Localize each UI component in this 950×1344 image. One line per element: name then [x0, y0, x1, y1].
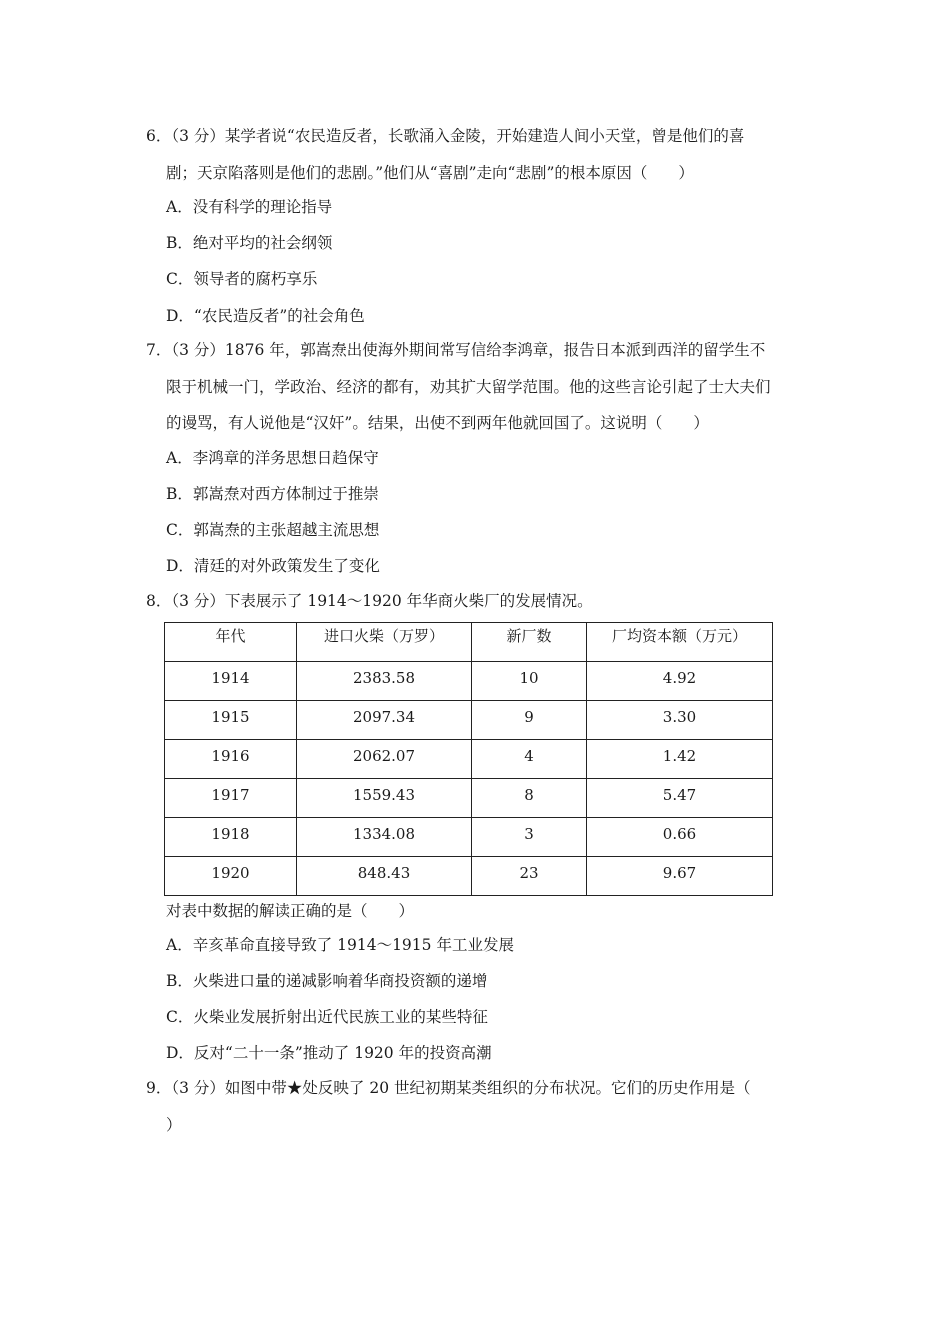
q6-stem-line2: 剧；天京陷落则是他们的悲剧。”他们从“喜剧”走向“悲剧”的根本原因（ ）	[166, 164, 694, 182]
q7-stem-line1: 7．（3 分）1876 年，郭嵩焘出使海外期间常写信给李鸿章，报告日本派到西洋的留学生不	[146, 341, 766, 359]
table-header-cell: 新厂数	[472, 623, 587, 662]
table-row	[165, 818, 773, 857]
table-cell: 5.47	[587, 779, 773, 818]
q6-option-c: C．领导者的腐朽享乐	[166, 270, 318, 288]
table-header-cell: 年代	[165, 623, 297, 662]
table-row	[165, 857, 773, 896]
table-cell: 1916	[165, 740, 297, 779]
q6-option-a: A．没有科学的理论指导	[166, 198, 333, 216]
table-cell: 1.42	[587, 740, 773, 779]
q7-option-a: A．李鸿章的洋务思想日趋保守	[166, 449, 379, 467]
q7-stem-line2: 限于机械一门，学政治、经济的都有，劝其扩大留学范围。他的这些言论引起了士大夫们	[166, 378, 771, 396]
q9-stem-line1: 9．（3 分）如图中带★处反映了 20 世纪初期某类组织的分布状况。它们的历史作用是（	[146, 1079, 751, 1097]
table-cell: 10	[472, 662, 587, 701]
q8-stem: 8．（3 分）下表展示了 1914～1920 年华商火柴厂的发展情况。	[146, 592, 593, 610]
q6-option-b: B．绝对平均的社会纲领	[166, 234, 333, 252]
q6-option-d: D．“农民造反者”的社会角色	[166, 307, 365, 325]
table-cell: 1914	[165, 662, 297, 701]
table-row	[165, 740, 773, 779]
q8-question: 对表中数据的解读正确的是（ ）	[166, 902, 415, 920]
table-cell: 2097.34	[297, 701, 472, 740]
q8-option-a: A．辛亥革命直接导致了 1914～1915 年工业发展	[166, 936, 514, 954]
table-cell: 23	[472, 857, 587, 896]
table-cell: 4	[472, 740, 587, 779]
table-row	[165, 779, 773, 818]
table-header-cell: 进口火柴（万罗）	[297, 623, 472, 662]
match-factory-table	[164, 622, 773, 896]
table-cell: 848.43	[297, 857, 472, 896]
q7-option-c: C．郭嵩焘的主张超越主流思想	[166, 521, 380, 539]
q7-option-b: B．郭嵩焘对西方体制过于推崇	[166, 485, 379, 503]
q7-stem-line3: 的谩骂，有人说他是“汉奸”。结果，出使不到两年他就回国了。这说明（ ）	[166, 414, 709, 432]
table-cell: 1920	[165, 857, 297, 896]
table-cell: 1918	[165, 818, 297, 857]
q9-stem-line2: ）	[166, 1116, 182, 1134]
table-cell: 4.92	[587, 662, 773, 701]
table-cell: 2383.58	[297, 662, 472, 701]
table-header-row	[165, 623, 773, 662]
table-cell: 3	[472, 818, 587, 857]
table-cell: 8	[472, 779, 587, 818]
table-cell: 9.67	[587, 857, 773, 896]
table-cell: 9	[472, 701, 587, 740]
table-cell: 1917	[165, 779, 297, 818]
table-cell: 2062.07	[297, 740, 472, 779]
q8-option-c: C．火柴业发展折射出近代民族工业的某些特征	[166, 1008, 488, 1026]
table-cell: 0.66	[587, 818, 773, 857]
q8-option-d: D．反对“二十一条”推动了 1920 年的投资高潮	[166, 1044, 492, 1062]
table-row	[165, 701, 773, 740]
q7-option-d: D．清廷的对外政策发生了变化	[166, 557, 380, 575]
q6-stem-line1: 6．（3 分）某学者说“农民造反者，长歌涌入金陵，开始建造人间小天堂，曾是他们的喜	[146, 127, 745, 145]
table-row	[165, 662, 773, 701]
q8-option-b: B．火柴进口量的递减影响着华商投资额的递增	[166, 972, 488, 990]
table-cell: 1559.43	[297, 779, 472, 818]
table-cell: 1915	[165, 701, 297, 740]
table-cell: 1334.08	[297, 818, 472, 857]
table-cell: 3.30	[587, 701, 773, 740]
table-header-cell: 厂均资本额（万元）	[587, 623, 773, 662]
